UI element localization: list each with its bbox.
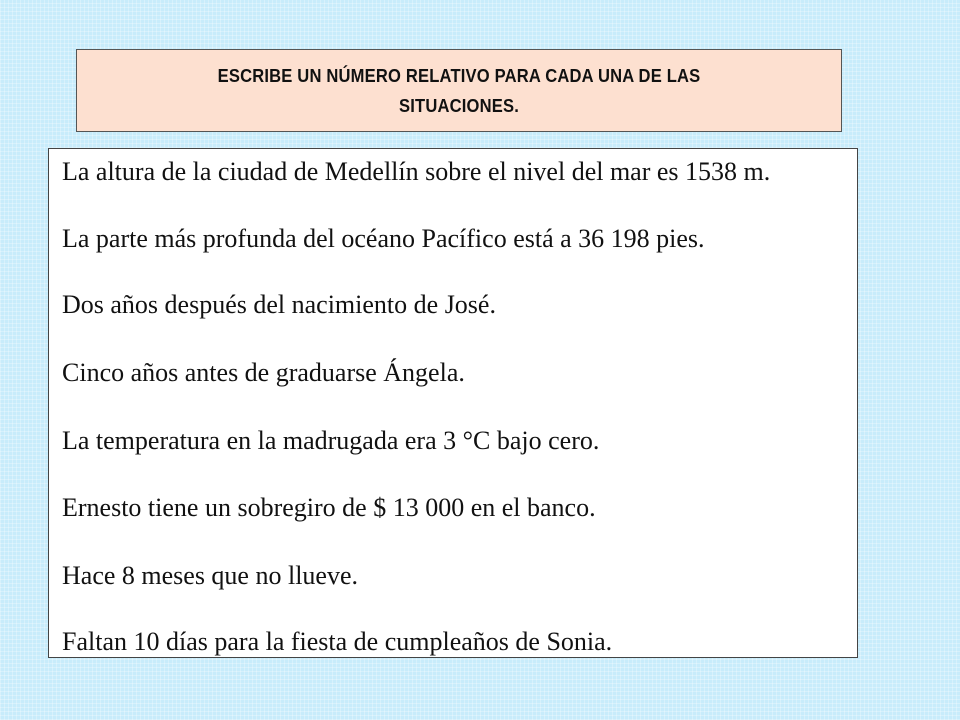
list-item: La temperatura en la madrugada era 3 °C bajo cero.: [62, 426, 600, 455]
list-item: Ernesto tiene un sobregiro de $ 13 000 en el banco.: [62, 493, 596, 522]
title-box: [76, 49, 842, 132]
list-item: Cinco años antes de graduarse Ángela.: [62, 358, 465, 387]
page-title: ESCRIBE UN NÚMERO RELATIVO PARA CADA UNA DE LAS SITUACIONES.: [217, 65, 701, 116]
situations-list: [48, 148, 858, 658]
list-item: Faltan 10 días para la fiesta de cumpleaños de Sonia.: [62, 627, 613, 656]
list-item: La parte más profunda del océano Pacífico está a 36 198 pies.: [62, 224, 705, 253]
list-item: Hace 8 meses que no llueve.: [62, 561, 359, 590]
list-item: Dos años después del nacimiento de José.: [62, 290, 496, 319]
list-item: La altura de la ciudad de Medellín sobre el nivel del mar es 1538 m.: [62, 157, 771, 186]
